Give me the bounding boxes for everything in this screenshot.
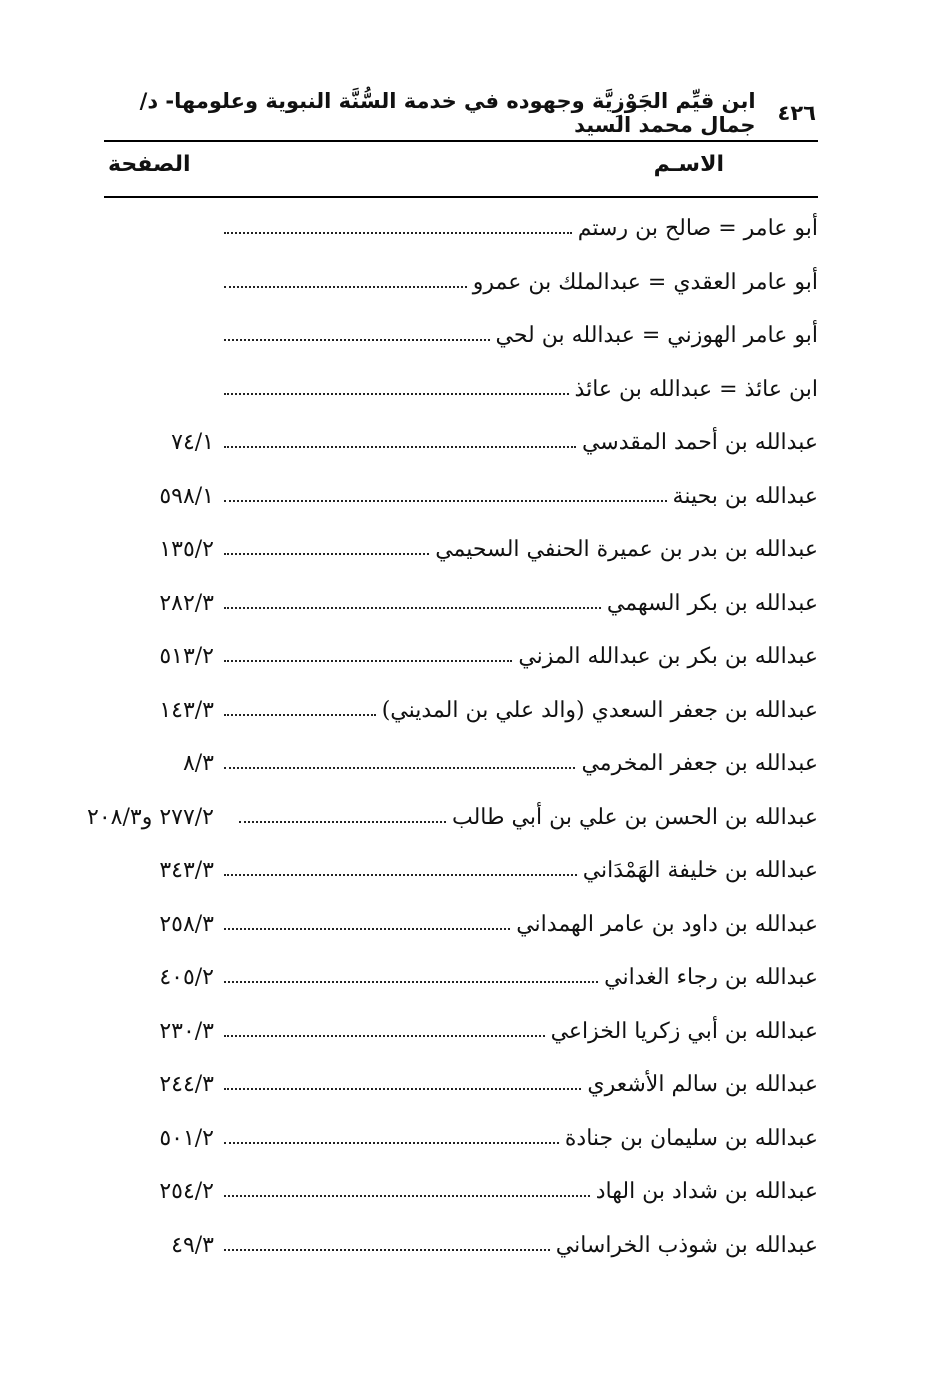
entry-name: عبدالله بن شداد بن الهاد xyxy=(595,1179,818,1204)
entry-page: ١٤٣/٣ xyxy=(159,697,214,723)
header-rule xyxy=(104,140,818,142)
index-entry xyxy=(104,1223,818,1277)
index-entry xyxy=(104,741,818,795)
entry-name: عبدالله بن أحمد المقدسي xyxy=(581,430,818,455)
entry-page: ٥٠١/٢ xyxy=(159,1125,214,1151)
index-column-header xyxy=(104,148,818,188)
index-entry xyxy=(104,1009,818,1063)
index-entry xyxy=(104,260,818,314)
index-entry xyxy=(104,634,818,688)
entry-name: أبو عامر الهوزني = عبدالله بن لحي xyxy=(495,323,818,348)
entry-name: عبدالله بن سالم الأشعري xyxy=(587,1072,818,1097)
leader-dots xyxy=(224,1193,590,1197)
entry-page: ٥١٣/٢ xyxy=(159,644,214,669)
index-entry xyxy=(104,1169,818,1223)
page-column-heading: الصفحة xyxy=(108,152,191,177)
entry-page: ٢٤٤/٣ xyxy=(159,1072,214,1097)
entry-page: ٧٤/١ xyxy=(171,430,214,455)
leader-dots xyxy=(239,819,446,823)
entry-page: ٢٣٠/٣ xyxy=(159,1018,214,1044)
leader-dots xyxy=(224,551,429,555)
name-column-heading: الاسـم xyxy=(653,152,724,177)
index-entry xyxy=(87,795,818,849)
index-entry xyxy=(104,848,818,902)
leader-dots xyxy=(224,444,576,448)
leader-dots xyxy=(224,765,575,769)
leader-dots xyxy=(224,498,667,502)
entry-name: أبو عامر العقدي = عبدالملك بن عمرو xyxy=(472,269,818,295)
leader-dots xyxy=(224,926,510,930)
leader-dots xyxy=(224,391,569,395)
leader-dots xyxy=(224,230,572,234)
running-header xyxy=(104,89,816,137)
entry-name: عبدالله بن بدر بن عميرة الحنفي السحيمي xyxy=(435,537,818,562)
index-list xyxy=(87,206,818,1276)
leader-dots xyxy=(224,605,601,609)
entry-name: عبدالله بن أبي زكريا الخزاعي xyxy=(550,1018,818,1044)
index-entry xyxy=(104,313,818,367)
index-entry xyxy=(104,955,818,1009)
entry-name: عبدالله بن جعفر المخرمي xyxy=(581,751,818,776)
entry-name: ابن عائذ = عبدالله بن عائذ xyxy=(574,376,818,402)
entry-page: ٣٤٣/٣ xyxy=(159,858,214,883)
index-entry xyxy=(104,420,818,474)
entry-page: ٤٠٥/٢ xyxy=(159,965,214,990)
entry-page: ٢٨٢/٣ xyxy=(159,590,214,616)
entry-page: ٤٩/٣ xyxy=(171,1232,214,1258)
leader-dots xyxy=(224,872,577,876)
page-number: ٤٢٦ xyxy=(777,101,816,125)
entry-page: ٥٩٨/١ xyxy=(159,483,214,509)
index-entry xyxy=(104,206,818,260)
entry-page: ٢٥٤/٢ xyxy=(159,1179,214,1204)
entry-page: ٨/٣ xyxy=(182,751,214,776)
entry-name: عبدالله بن داود بن عامر الهمداني xyxy=(516,911,818,937)
leader-dots xyxy=(224,1086,581,1090)
leader-dots xyxy=(224,1247,550,1251)
index-entry xyxy=(104,1116,818,1170)
leader-dots xyxy=(224,337,490,341)
entry-name: عبدالله بن بكر السهمي xyxy=(606,590,818,616)
leader-dots xyxy=(224,979,598,983)
column-header-rule xyxy=(104,196,818,198)
index-entry xyxy=(104,688,818,742)
index-entry xyxy=(104,474,818,528)
entry-page: ٢٥٨/٣ xyxy=(159,911,214,937)
entry-name: عبدالله بن جعفر السعدي (والد علي بن المديني) xyxy=(381,697,818,723)
index-entry xyxy=(104,581,818,635)
book-title: ابن قيِّم الجَوْزِيَّة وجهوده في خدمة السُّنَّة النبوية وعلومها- د/جمال محمد السيد xyxy=(139,89,756,137)
entry-name: عبدالله بن شوذب الخراساني xyxy=(555,1232,818,1258)
entry-page: ٢٧٧/٢ و٢٠٨/٣ xyxy=(87,804,214,830)
entry-name: عبدالله بن بكر بن عبدالله المزني xyxy=(518,644,818,669)
leader-dots xyxy=(224,658,512,662)
leader-dots xyxy=(224,1033,545,1037)
leader-dots xyxy=(224,284,467,288)
entry-name: عبدالله بن خليفة الهَمْدَاني xyxy=(582,858,818,883)
entry-name: عبدالله بن الحسن بن علي بن أبي طالب xyxy=(452,804,818,830)
entry-name: عبدالله بن سليمان بن جنادة xyxy=(564,1125,818,1151)
leader-dots xyxy=(224,1140,559,1144)
entry-name: عبدالله بن رجاء الغداني xyxy=(604,965,818,990)
index-entry xyxy=(104,367,818,421)
entry-page: ١٣٥/٢ xyxy=(159,537,214,562)
entry-name: عبدالله بن بحينة xyxy=(672,483,818,509)
leader-dots xyxy=(224,712,376,716)
index-entry xyxy=(104,527,818,581)
index-entry xyxy=(104,1062,818,1116)
entry-name: أبو عامر = صالح بن رستم xyxy=(577,216,818,241)
index-entry xyxy=(104,902,818,956)
